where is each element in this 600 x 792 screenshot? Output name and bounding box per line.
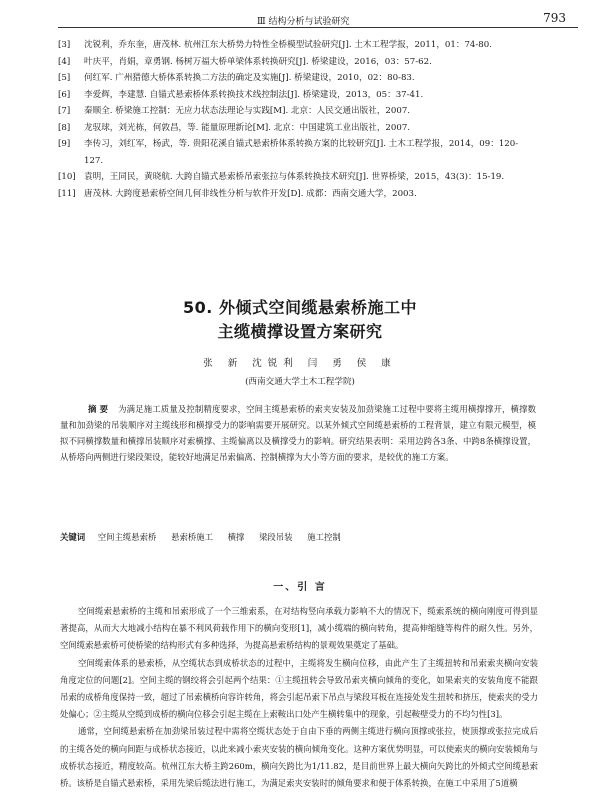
reference-number: [8] bbox=[58, 122, 71, 133]
title-line-2: 主缆横撑设置方案研究 bbox=[217, 322, 383, 341]
abstract-label: 摘 要 bbox=[88, 404, 109, 414]
reference-text: 李爱辉，李建慧. 自锚式悬索桥体系转换技术线控制法[J]. 桥梁建设，2013，05：37-41. bbox=[84, 89, 424, 100]
reference-item bbox=[58, 103, 536, 120]
keyword: 横撑 bbox=[227, 532, 245, 542]
reference-text: 龙驭球，刘光栋，何敦昌，等. 能量原理新论[M]. 北京：中国建筑工业出版社，2007. bbox=[84, 122, 411, 133]
abstract bbox=[60, 401, 536, 465]
reference-item bbox=[58, 54, 536, 71]
reference-number: [3] bbox=[58, 40, 71, 50]
reference-text: 何红军. 广州猎德大桥体系转换二方法的确定及实施[J]. 桥梁建设，2010，02：80-83. bbox=[84, 73, 415, 83]
reference-number: [4] bbox=[58, 56, 71, 67]
paragraph: 通常，空间缆悬索桥在加劲梁吊装过程中需将空缆状态处于自由下垂的两侧主缆进行横向顶撑或张拉，使顶撑或张拉完成后的主缆各处的横向间距与成桥状态接近，以此来减小索夹安装的横向倾角变化。这种方案优势明显，可以使索夹的横向安装倾角与成桥状态接近，精度较高。杭州江东大桥主跨260m，横向矢跨比为1/11.82，是目前世界上最大横向矢跨比的外倾式空间缆悬索桥。该桥是自锚式悬索桥，采用先梁后缆法进行施工，为满足索夹安装时的倾角要求和便于体系转换，在施工中采用了5道横 bbox=[60, 726, 538, 789]
reference-text: 秦顺全. 桥梁施工控制：无应力状态法理论与实践[M]. 北京：人民交通出版社，2007. bbox=[84, 106, 411, 116]
keywords bbox=[60, 531, 536, 543]
keywords-label: 关键词 bbox=[60, 532, 86, 542]
section-heading: 一、引 言 bbox=[273, 582, 327, 593]
reference-number: [5] bbox=[58, 73, 71, 83]
reference-number: [6] bbox=[58, 89, 71, 100]
title-line-1: 50. 外倾式空间缆悬索桥施工中 bbox=[183, 298, 417, 317]
paragraph: 空间缆索悬索桥的主缆和吊索形成了一个三维索系，在对结构竖向承载力影响不大的情况下，缆索系统的横向刚度可得到显著提高，从而大大地减小结构在暴不利风荷载作用下的横向变形[1]，减小缆端的横向转角，提高伸缩缝等构件的耐久性。另外，空间缆索悬索桥可使桥梁的结构形式有多种选择，为提高悬索桥结构的景观效果奠定了基础。 bbox=[60, 606, 538, 651]
keyword: 施工控制 bbox=[307, 532, 341, 542]
reference-number: [10] bbox=[58, 172, 76, 182]
reference-text: 唐茂林. 大跨度悬索桥空间几何非线性分析与软件开发[D]. 成都：西南交通大学，2003. bbox=[84, 188, 417, 199]
keyword: 梁段吊装 bbox=[259, 532, 293, 542]
reference-text: 叶庆平，肖娟，章勇钢. 杨树万福大桥单梁体系转换研究[J]. 桥梁建设，2016，03：57-62. bbox=[84, 56, 432, 67]
paragraph: 空间缆索体系的悬索桥，从空缆状态到成桥状态的过程中，主缆将发生横向位移，由此产生了主缆扭转和吊索索夹横向安装角度定位的问题[2]。空间主缆的钢绞将会引起两个结果：①主缆扭转会导致吊索夹横向倾角的变化，如果索夹的安装角度不能跟吊索的成桥角度保持一致，超过了吊索横桥向容许转角，将会引起吊索下吊点与梁段耳板在连接处发生扭转和挤压，使索夹的受力处偏心；②主缆从空缆到成桥的横向位移会引起主缆在上索鞍出口处产生横转集中的现象，引起鞍壁受力的不均匀性[3]。 bbox=[60, 657, 538, 720]
reference-item bbox=[58, 136, 536, 169]
header-section-title: Ⅲ 结构分析与试验研究 bbox=[257, 17, 350, 27]
reference-list bbox=[58, 37, 536, 202]
author-affiliation: (西南交通大学土木工程学院) bbox=[245, 377, 355, 387]
header-rule bbox=[58, 27, 578, 28]
abstract-text: 为满足施工质量及控制精度要求，空间主缆悬索桥的索夹安装及加劲梁施工过程中要将主缆用横撑撑开，横撑数量和加劲梁的吊装顺序对主缆线形和横撑受力的影响需要开展研究。以某外倾式空间缆悬索桥的工程背景，建立有限元模型，模拟不同横撑数量和横撑吊装顺序对索横撑、主缆偏离以及横撑受力的影响。研究结果表明：采用边跨各3条、中跨8条横撑设置，从桥塔向两侧进行梁段架设，能较好地满足吊索偏离、控制横撑为大小等方面的要求，是较优的施工方案。 bbox=[60, 404, 536, 462]
reference-text: 袁明，王同民，黄晓航. 大跨自锚式悬索桥吊索张拉与体系转换技术研究[J]. 世界桥梁，2015，43(3)：15-19. bbox=[84, 172, 505, 182]
reference-text: 李传习，刘红军，杨武，等. 贵阳花溪自锚式悬索桥体系转换方案的比较研究[J]. 土木工程学报，2014，09：120-127. bbox=[84, 139, 519, 166]
reference-item bbox=[58, 37, 536, 54]
body-text bbox=[60, 603, 538, 792]
reference-item bbox=[58, 169, 536, 186]
reference-text: 沈锐利，乔东奎，唐茂林. 杭州江东大桥势力特性全桥模型试验研究[J]. 土木工程学报，2011，01：74-80. bbox=[84, 40, 492, 50]
reference-item bbox=[58, 186, 536, 203]
keyword: 悬索桥施工 bbox=[171, 532, 213, 542]
reference-number: [7] bbox=[58, 106, 71, 116]
reference-item bbox=[58, 70, 536, 87]
article-title bbox=[0, 296, 600, 344]
reference-number: [9] bbox=[58, 139, 71, 149]
reference-item bbox=[58, 120, 536, 137]
page-number: 793 bbox=[543, 11, 566, 25]
author-list: 张 新 沈锐利 闫 勇 侯 康 bbox=[203, 358, 397, 369]
reference-number: [11] bbox=[58, 188, 76, 199]
running-header bbox=[12, 10, 588, 26]
keyword: 空间主缆悬索桥 bbox=[97, 532, 157, 542]
reference-item bbox=[58, 87, 536, 104]
